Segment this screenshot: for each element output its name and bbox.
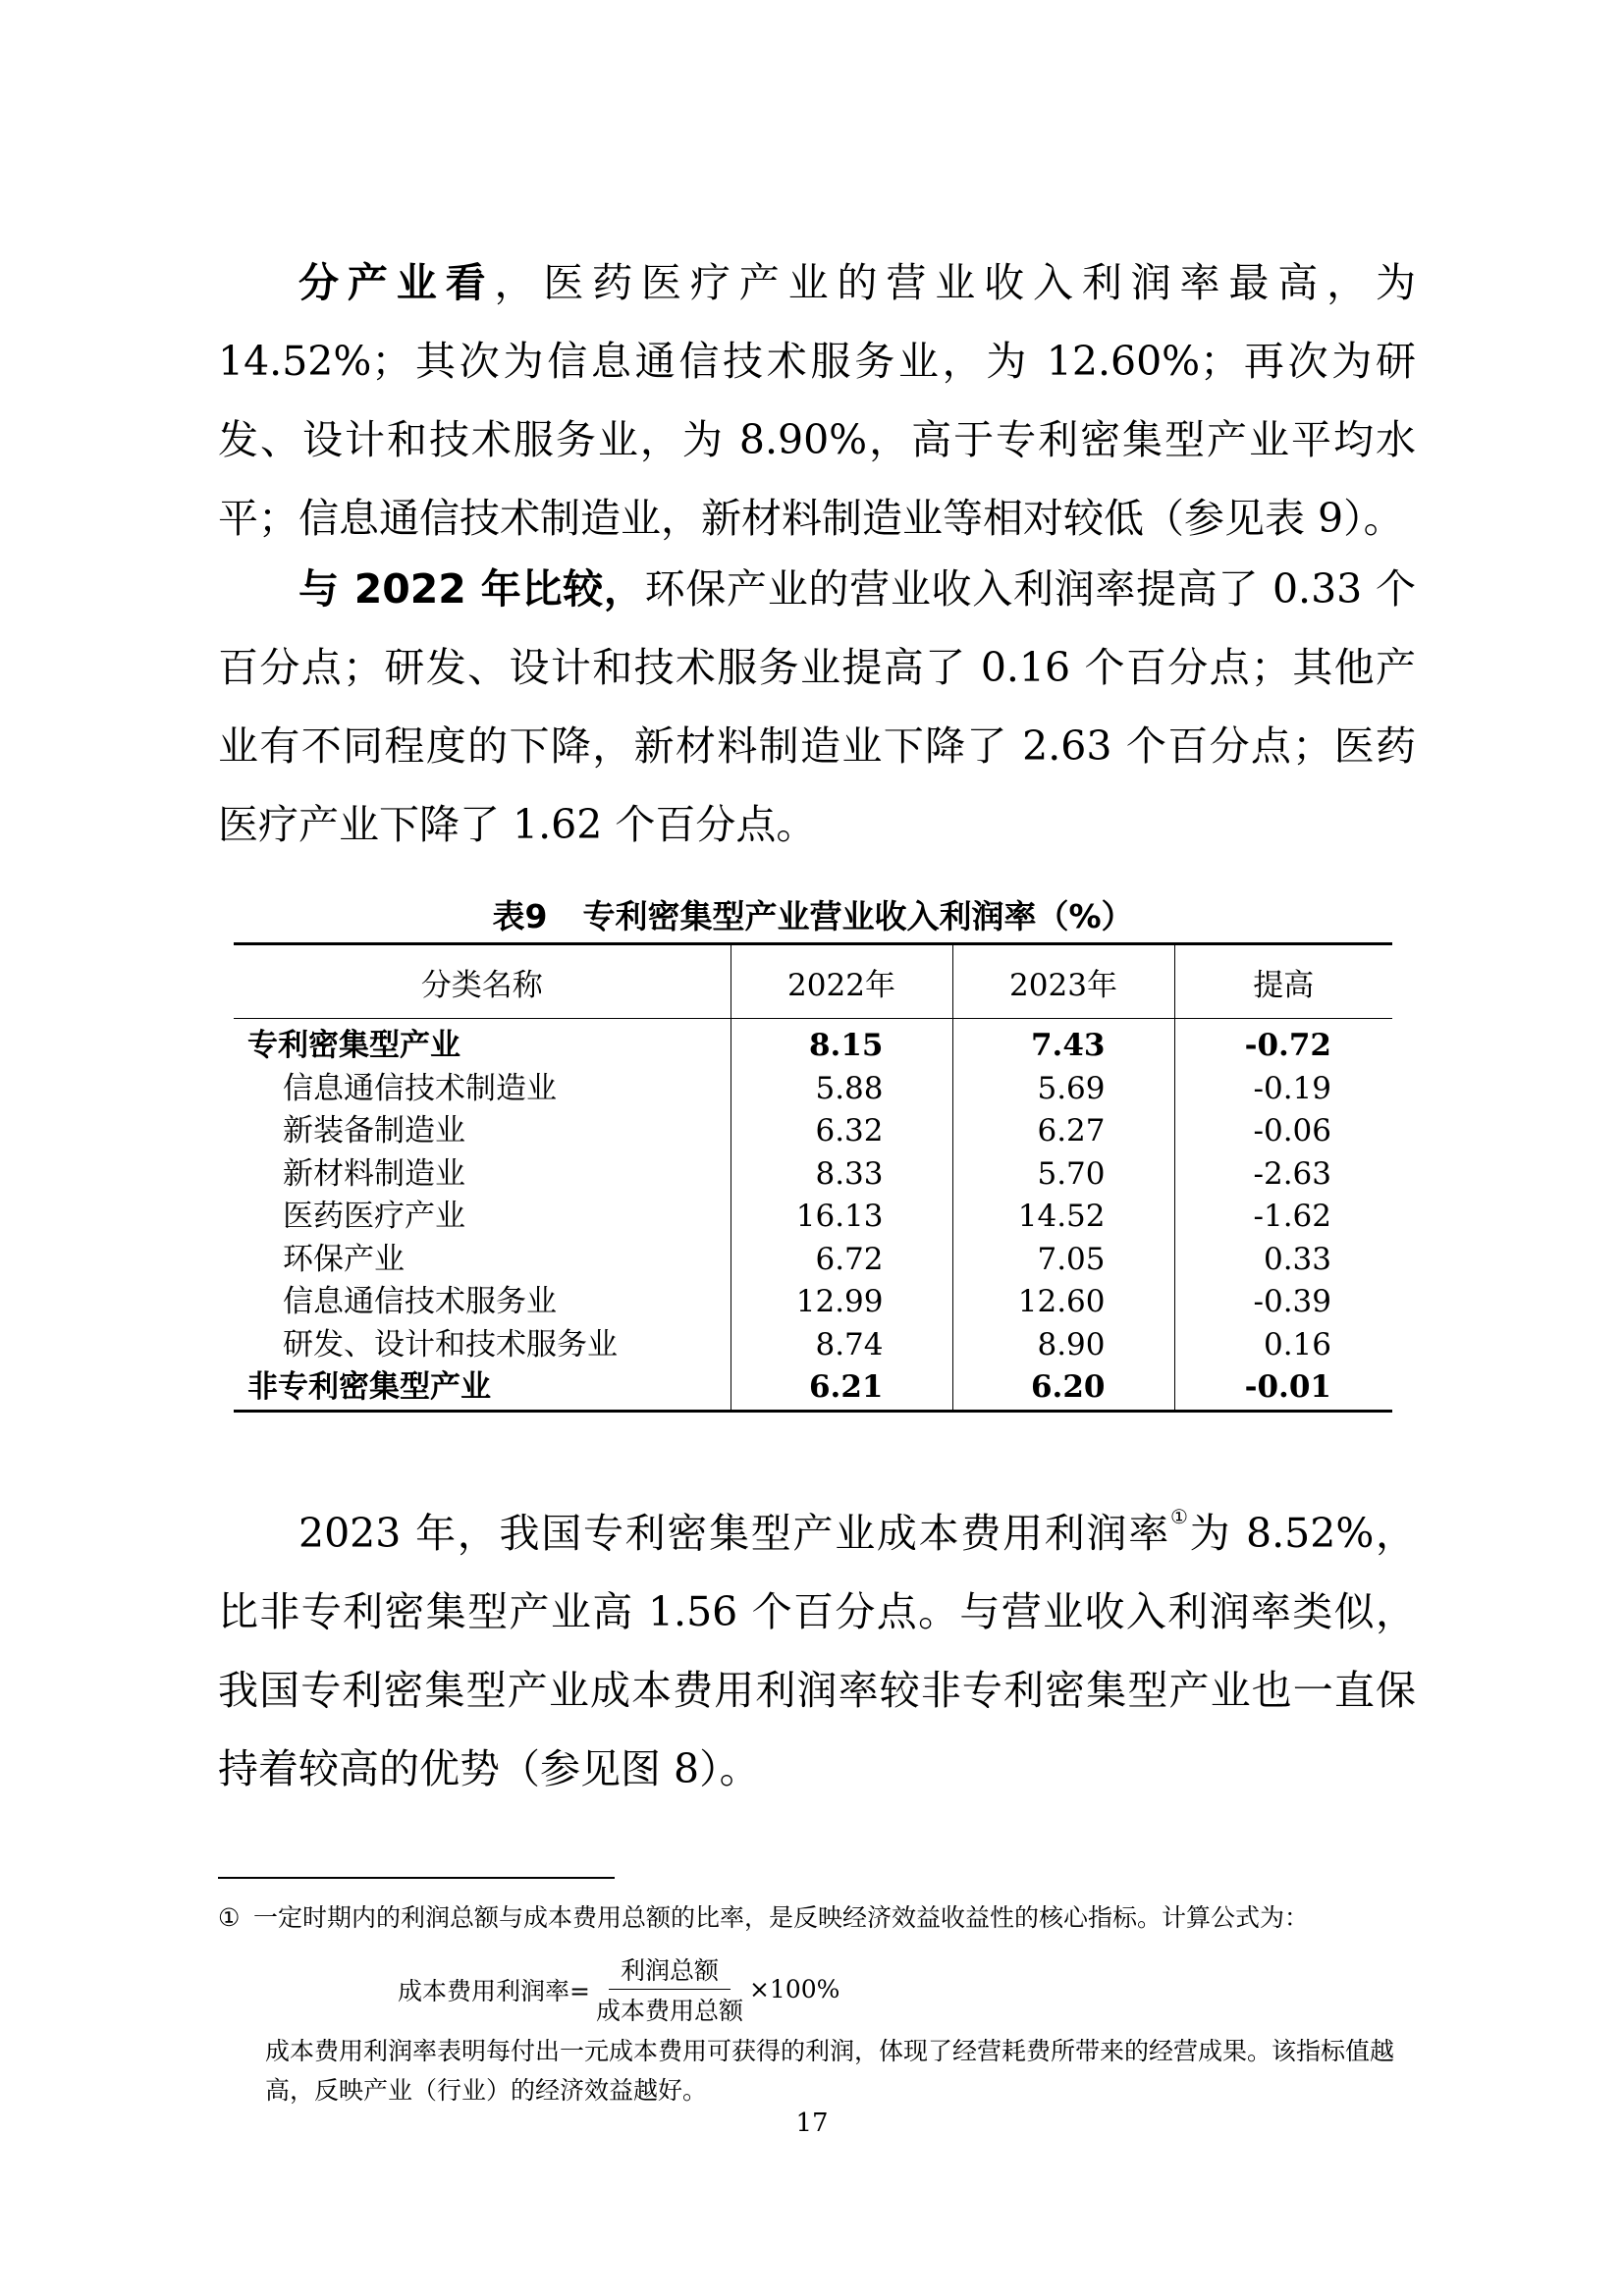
value-change: -1.62: [1253, 1199, 1331, 1235]
value-change: -0.06: [1253, 1113, 1331, 1149]
value-2023: 14.52: [952, 1196, 1174, 1239]
paragraph-text-continued: 为 8.52%，比非专利密集型产业高 1.56 个百分点。与营业收入利润率类似，我国专利密集型产业成本费用利润率较非专利密集型产业也一直保持着较高的优势（参见图 8）。: [218, 1510, 1417, 1792]
table-title: 专利密集型产业营业收入利润率（%）: [582, 897, 1134, 935]
value-2023: 12.60: [952, 1281, 1174, 1324]
paragraph-text: 2023 年，我国专利密集型产业成本费用利润率: [298, 1510, 1170, 1557]
row-name: 新装备制造业: [234, 1110, 731, 1153]
paragraph-lead: 与 2022 年比较，: [298, 565, 645, 613]
value-change: 0.16: [1263, 1326, 1331, 1362]
value-2023: 6.20: [952, 1366, 1174, 1411]
value-2022: 12.99: [731, 1281, 952, 1324]
table-row: [234, 1366, 1392, 1411]
page-number: 17: [795, 2109, 829, 2138]
row-name: 环保产业: [234, 1239, 731, 1282]
table-caption: [234, 891, 1392, 937]
value-2023: 5.70: [952, 1153, 1174, 1197]
value-2022: 16.13: [731, 1196, 952, 1239]
table-row: [234, 1019, 1392, 1068]
table-row: [234, 1153, 1392, 1197]
value-change: -0.72: [1244, 1028, 1331, 1064]
formula-denominator: 成本费用总额: [595, 1997, 743, 2025]
profit-rate-table: [234, 942, 1392, 1413]
paragraph-text: 环保产业的营业收入利润率提高了 0.33 个百分点；研发、设计和技术服务业提高了 0.16 个百分点；其他产业有不同程度的下降，新材料制造业下降了 2.63 个百分点；医药医疗产业下降了 1.62 个百分点。: [218, 565, 1416, 848]
table-row: [234, 1281, 1392, 1324]
paragraph-industry-comparison: [218, 243, 1416, 558]
value-change: -0.01: [1244, 1369, 1331, 1406]
row-name: 医药医疗产业: [234, 1196, 731, 1239]
value-2023: 8.90: [952, 1324, 1174, 1367]
value-change: -0.39: [1253, 1284, 1331, 1320]
value-change: -0.19: [1253, 1070, 1331, 1106]
table-row: [234, 1196, 1392, 1239]
formula-multiplier: ×100%: [748, 1975, 840, 2003]
row-name: 新材料制造业: [234, 1153, 731, 1197]
formula-numerator: 利润总额: [609, 1951, 731, 1990]
value-change: -2.63: [1253, 1155, 1331, 1192]
footnote-formula: [398, 1951, 839, 2027]
value-2022: 6.21: [731, 1366, 952, 1411]
value-2022: 6.72: [731, 1239, 952, 1282]
paragraph-2022-comparison: [218, 550, 1416, 864]
header-2023: 2023年: [952, 944, 1174, 1019]
row-name: 非专利密集型产业: [234, 1366, 731, 1411]
row-name: 信息通信技术服务业: [234, 1281, 731, 1324]
footnote-divider: [218, 1877, 615, 1879]
header-change: 提高: [1174, 944, 1392, 1019]
paragraph-text: ，医药医疗产业的营业收入利润率最高，为 14.52%；其次为信息通信技术服务业，为 12.60%；再次为研发、设计和技术服务业，为 8.90%，高于专利密集型产业平均水平；信息通信技术制造业，新材料制造业等相对较低（参见表 9）。: [218, 259, 1417, 542]
row-name: 信息通信技术制造业: [234, 1068, 731, 1111]
value-2022: 8.33: [731, 1153, 952, 1197]
row-name: 专利密集型产业: [234, 1019, 731, 1068]
value-2023: 7.05: [952, 1239, 1174, 1282]
header-category: 分类名称: [234, 944, 731, 1019]
table-number: 表9: [492, 897, 548, 935]
footnote-text: 一定时期内的利润总额与成本费用总额的比率，是反映经济效益收益性的核心指标。计算公式为：: [253, 1903, 1310, 1932]
formula-fraction: [596, 1951, 743, 2027]
table-header-row: [234, 944, 1392, 1019]
paragraph-lead: 分产业看: [298, 259, 495, 306]
value-2023: 7.43: [952, 1019, 1174, 1068]
value-2022: 5.88: [731, 1068, 952, 1111]
row-name: 研发、设计和技术服务业: [234, 1324, 731, 1367]
value-change: 0.33: [1263, 1241, 1331, 1277]
value-2022: 8.74: [731, 1324, 952, 1367]
header-2022: 2022年: [731, 944, 952, 1019]
table-row: [234, 1324, 1392, 1367]
value-2023: 5.69: [952, 1068, 1174, 1111]
footnote-reference: ①: [1169, 1505, 1190, 1528]
table-row: [234, 1239, 1392, 1282]
table-row: [234, 1068, 1392, 1111]
footnote-marker: ①: [218, 1903, 241, 1932]
value-2022: 8.15: [731, 1019, 952, 1068]
footnote-line-1: [218, 1898, 1396, 1938]
table-row: [234, 1110, 1392, 1153]
value-2022: 6.32: [731, 1110, 952, 1153]
value-2023: 6.27: [952, 1110, 1174, 1153]
paragraph-cost-profit-rate: [218, 1494, 1416, 1808]
formula-label: 成本费用利润率=: [398, 1976, 590, 2005]
footnote-line-2: 成本费用利润率表明每付出一元成本费用可获得的利润，体现了经营耗费所带来的经营成果。该指标值越高，反映产业（行业）的经济效益越好。: [265, 2037, 1395, 2105]
